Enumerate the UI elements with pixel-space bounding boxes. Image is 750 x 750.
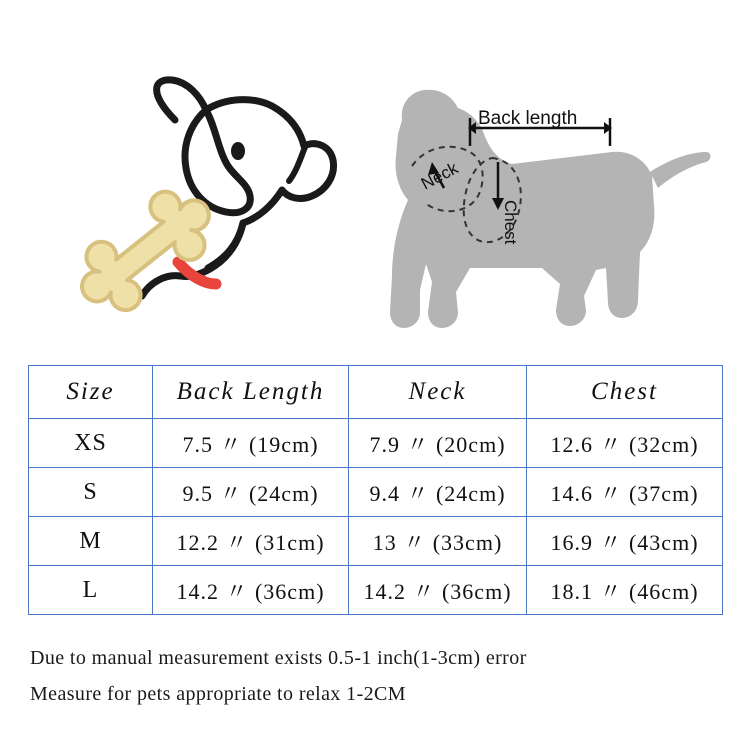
back-length-label: Back length (478, 108, 578, 129)
size-table-body (29, 419, 723, 615)
cell-size: S (29, 468, 153, 517)
table-row (29, 517, 723, 566)
dog-head-outline-graphic (142, 80, 334, 296)
table-row (29, 566, 723, 615)
cell-chest: 16.9 〃 (43cm) (527, 517, 723, 566)
header-size: Size (29, 366, 153, 419)
cell-neck: 13 〃 (33cm) (349, 517, 527, 566)
cell-back-length: 14.2 〃 (36cm) (153, 566, 349, 615)
neck-label: Neck (417, 158, 462, 194)
note-relax: Measure for pets appropriate to relax 1-2CM (30, 683, 406, 705)
cell-back-length: 12.2 〃 (31cm) (153, 517, 349, 566)
table-row (29, 419, 723, 468)
cell-neck: 9.4 〃 (24cm) (349, 468, 527, 517)
chest-label: Chest (501, 200, 520, 245)
header-neck: Neck (349, 366, 527, 419)
size-table (28, 365, 723, 615)
measurement-notes (30, 640, 730, 712)
header-chest: Chest (527, 366, 723, 419)
bone-icon (64, 167, 228, 335)
cell-back-length: 7.5 〃 (19cm) (153, 419, 349, 468)
cell-size: L (29, 566, 153, 615)
cell-back-length: 9.5 〃 (24cm) (153, 468, 349, 517)
dog-silhouette-graphic (390, 90, 711, 328)
cell-chest: 18.1 〃 (46cm) (527, 566, 723, 615)
size-table-wrapper (28, 365, 722, 615)
note-manual-measurement: Due to manual measurement exists 0.5-1 inch(1-3cm) error (30, 647, 527, 669)
dog-illustration (0, 0, 750, 355)
table-row (29, 468, 723, 517)
header-back-length: Back Length (153, 366, 349, 419)
dog-eye-icon (231, 142, 245, 160)
cell-neck: 14.2 〃 (36cm) (349, 566, 527, 615)
table-header-row (29, 366, 723, 419)
cell-size: XS (29, 419, 153, 468)
size-table-head (29, 366, 723, 419)
cell-chest: 14.6 〃 (37cm) (527, 468, 723, 517)
cell-size: M (29, 517, 153, 566)
cell-chest: 12.6 〃 (32cm) (527, 419, 723, 468)
cell-neck: 7.9 〃 (20cm) (349, 419, 527, 468)
